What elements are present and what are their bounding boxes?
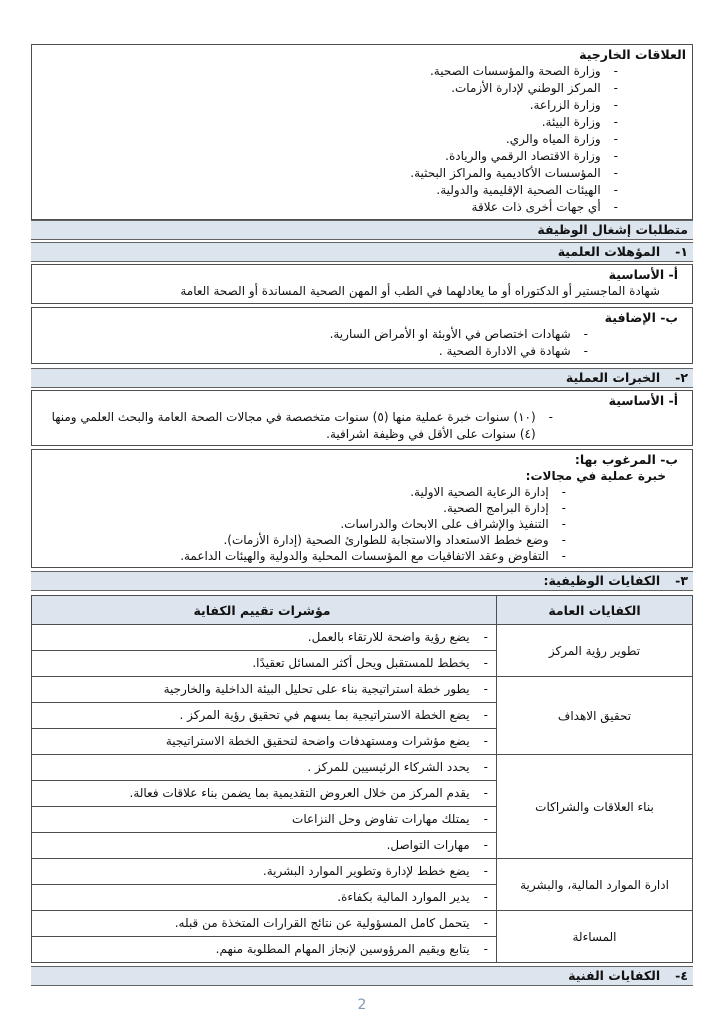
band-technical-competencies bbox=[31, 966, 693, 986]
band-title: الكفايات الفنية bbox=[568, 968, 661, 983]
list-item: - وزارة البيئة. bbox=[36, 114, 688, 131]
desired-subtitle: خبرة عملية في مجالات: bbox=[525, 469, 666, 483]
subsection-label: ب- الإضافية bbox=[604, 310, 678, 325]
list-item: - وضع خطط الاستعداد والاستجابة للطوارئ الصحية (إدارة الأزمات). bbox=[36, 532, 688, 548]
additional-qualifications-list bbox=[36, 326, 688, 360]
indicator-text: - مهارات التواصل. bbox=[36, 838, 488, 853]
list-item: - المركز الوطني لإدارة الأزمات. bbox=[36, 80, 688, 97]
external-relations-list bbox=[36, 63, 688, 216]
experience-desired-box bbox=[31, 449, 693, 568]
indicator-cell bbox=[32, 807, 497, 833]
table-row bbox=[32, 755, 693, 781]
general-competency-cell: تطوير رؤية المركز bbox=[497, 625, 693, 677]
table-row bbox=[32, 911, 693, 937]
indicator-cell bbox=[32, 625, 497, 651]
band-title: الخبرات العملية bbox=[565, 370, 661, 385]
indicator-text: - يخطط للمستقبل ويحل أكثر المسائل تعقيدًا. bbox=[36, 656, 488, 671]
band-number: ٣- bbox=[675, 573, 688, 588]
qualifications-basic-box bbox=[31, 264, 693, 304]
indicator-cell bbox=[32, 911, 497, 937]
qualification-text: شهادة الماجستير أو الدكتوراه أو ما يعادلهما في الطب أو المهن الصحية المساندة أو الصحة العامة bbox=[180, 284, 660, 298]
indicator-cell bbox=[32, 937, 497, 963]
indicator-cell bbox=[32, 677, 497, 703]
band-number: ١- bbox=[675, 244, 688, 259]
band-qualifications bbox=[31, 242, 693, 262]
indicator-cell bbox=[32, 833, 497, 859]
indicator-cell bbox=[32, 859, 497, 885]
document-content bbox=[31, 44, 693, 1013]
list-item: - شهادة في الادارة الصحية . bbox=[36, 343, 688, 360]
band-experience bbox=[31, 368, 693, 388]
experience-desired-list bbox=[36, 484, 688, 564]
indicator-text: - يمتلك مهارات تفاوض وحل النزاعات bbox=[36, 812, 488, 827]
general-competency-cell: تحقيق الاهداف bbox=[497, 677, 693, 755]
indicator-cell bbox=[32, 885, 497, 911]
general-competency-cell: ادارة الموارد المالية، والبشرية bbox=[497, 859, 693, 911]
general-competency-cell: بناء العلاقات والشراكات bbox=[497, 755, 693, 859]
experience-basic-list bbox=[36, 409, 688, 442]
list-item: - وزارة الزراعة. bbox=[36, 97, 688, 114]
experience-basic-box bbox=[31, 390, 693, 446]
subsection-label: أ- الأساسية bbox=[608, 393, 678, 408]
subsection-label: أ- الأساسية bbox=[608, 267, 678, 282]
list-item: - وزارة الاقتصاد الرقمي والريادة. bbox=[36, 148, 688, 165]
indicator-text: - يضع رؤية واضحة للارتقاء بالعمل. bbox=[36, 630, 488, 645]
list-item: - وزارة المياه والري. bbox=[36, 131, 688, 148]
table-row bbox=[32, 677, 693, 703]
indicator-text: - يتحمل كامل المسؤولية عن نتائج القرارات المتخذة من قبله. bbox=[36, 916, 488, 931]
indicator-cell bbox=[32, 703, 497, 729]
list-item: - المؤسسات الأكاديمية والمراكز البحثية. bbox=[36, 165, 688, 182]
indicator-text: - يضع الخطة الاستراتيجية بما يسهم في تحقيق رؤية المركز . bbox=[36, 708, 488, 723]
band-title: الكفايات الوظيفية: bbox=[543, 573, 661, 588]
column-header-general: الكفايات العامة bbox=[497, 596, 693, 625]
external-relations-title: العلاقات الخارجية bbox=[579, 47, 686, 62]
indicator-text: - يدير الموارد المالية بكفاءة. bbox=[36, 890, 488, 905]
column-header-indicators: مؤشرات تقييم الكفاية bbox=[32, 596, 497, 625]
page-number: 2 bbox=[357, 997, 367, 1013]
list-item: - وزارة الصحة والمؤسسات الصحية. bbox=[36, 63, 688, 80]
indicator-text: - يقدم المركز من خلال العروض التقديمية بما يضمن بناء علاقات فعالة. bbox=[36, 786, 488, 801]
indicator-text: - يطور خطة استراتيجية بناء على تحليل البيئة الداخلية والخارجية bbox=[36, 682, 488, 697]
indicator-text: - يتابع ويقيم المرؤوسين لإنجاز المهام المطلوبة منهم. bbox=[36, 942, 488, 957]
list-item: - إدارة البرامج الصحية. bbox=[36, 500, 688, 516]
band-functional-competencies bbox=[31, 571, 693, 591]
list-item: - التنفيذ والإشراف على الابحاث والدراسات. bbox=[36, 516, 688, 532]
table-row bbox=[32, 859, 693, 885]
list-item: - (١٠) سنوات خبرة عملية منها (٥) سنوات متخصصة في مجالات الصحة العامة والبحث العلمي ومنها (٤) سنوات على الأقل في وظيفة اشرافية. bbox=[36, 409, 688, 442]
indicator-cell bbox=[32, 781, 497, 807]
indicator-text: - يحدد الشركاء الرئيسيين للمركز . bbox=[36, 760, 488, 775]
indicator-text: - يضع مؤشرات ومستهدفات واضحة لتحقيق الخطة الاستراتيجية bbox=[36, 734, 488, 749]
table-header-row bbox=[32, 596, 693, 625]
indicator-text: - يضع خطط لإدارة وتطوير الموارد البشرية. bbox=[36, 864, 488, 879]
list-item: - أي جهات أخرى ذات علاقة bbox=[36, 199, 688, 216]
subsection-label: ب- المرغوب بها: bbox=[574, 452, 678, 467]
indicator-cell bbox=[32, 755, 497, 781]
indicator-cell bbox=[32, 651, 497, 677]
external-relations-section bbox=[31, 44, 693, 220]
band-job-requirements bbox=[31, 220, 693, 240]
competencies-table bbox=[31, 595, 693, 963]
list-item: - إدارة الرعاية الصحية الاولية. bbox=[36, 484, 688, 500]
list-item: - التفاوض وعقد الاتفاقيات مع المؤسسات المحلية والدولية والهيئات الداعمة. bbox=[36, 548, 688, 564]
general-competency-cell: المساءلة bbox=[497, 911, 693, 963]
table-row bbox=[32, 625, 693, 651]
list-item: - الهيئات الصحية الإقليمية والدولية. bbox=[36, 182, 688, 199]
band-title: متطلبات إشغال الوظيفة bbox=[537, 222, 688, 237]
list-item: - شهادات اختصاص في الأوبئة او الأمراض السارية. bbox=[36, 326, 688, 343]
indicator-cell bbox=[32, 729, 497, 755]
band-title: المؤهلات العلمية bbox=[557, 244, 661, 259]
qualifications-additional-box bbox=[31, 307, 693, 364]
band-number: ٢- bbox=[675, 370, 688, 385]
band-number: ٤- bbox=[675, 968, 688, 983]
